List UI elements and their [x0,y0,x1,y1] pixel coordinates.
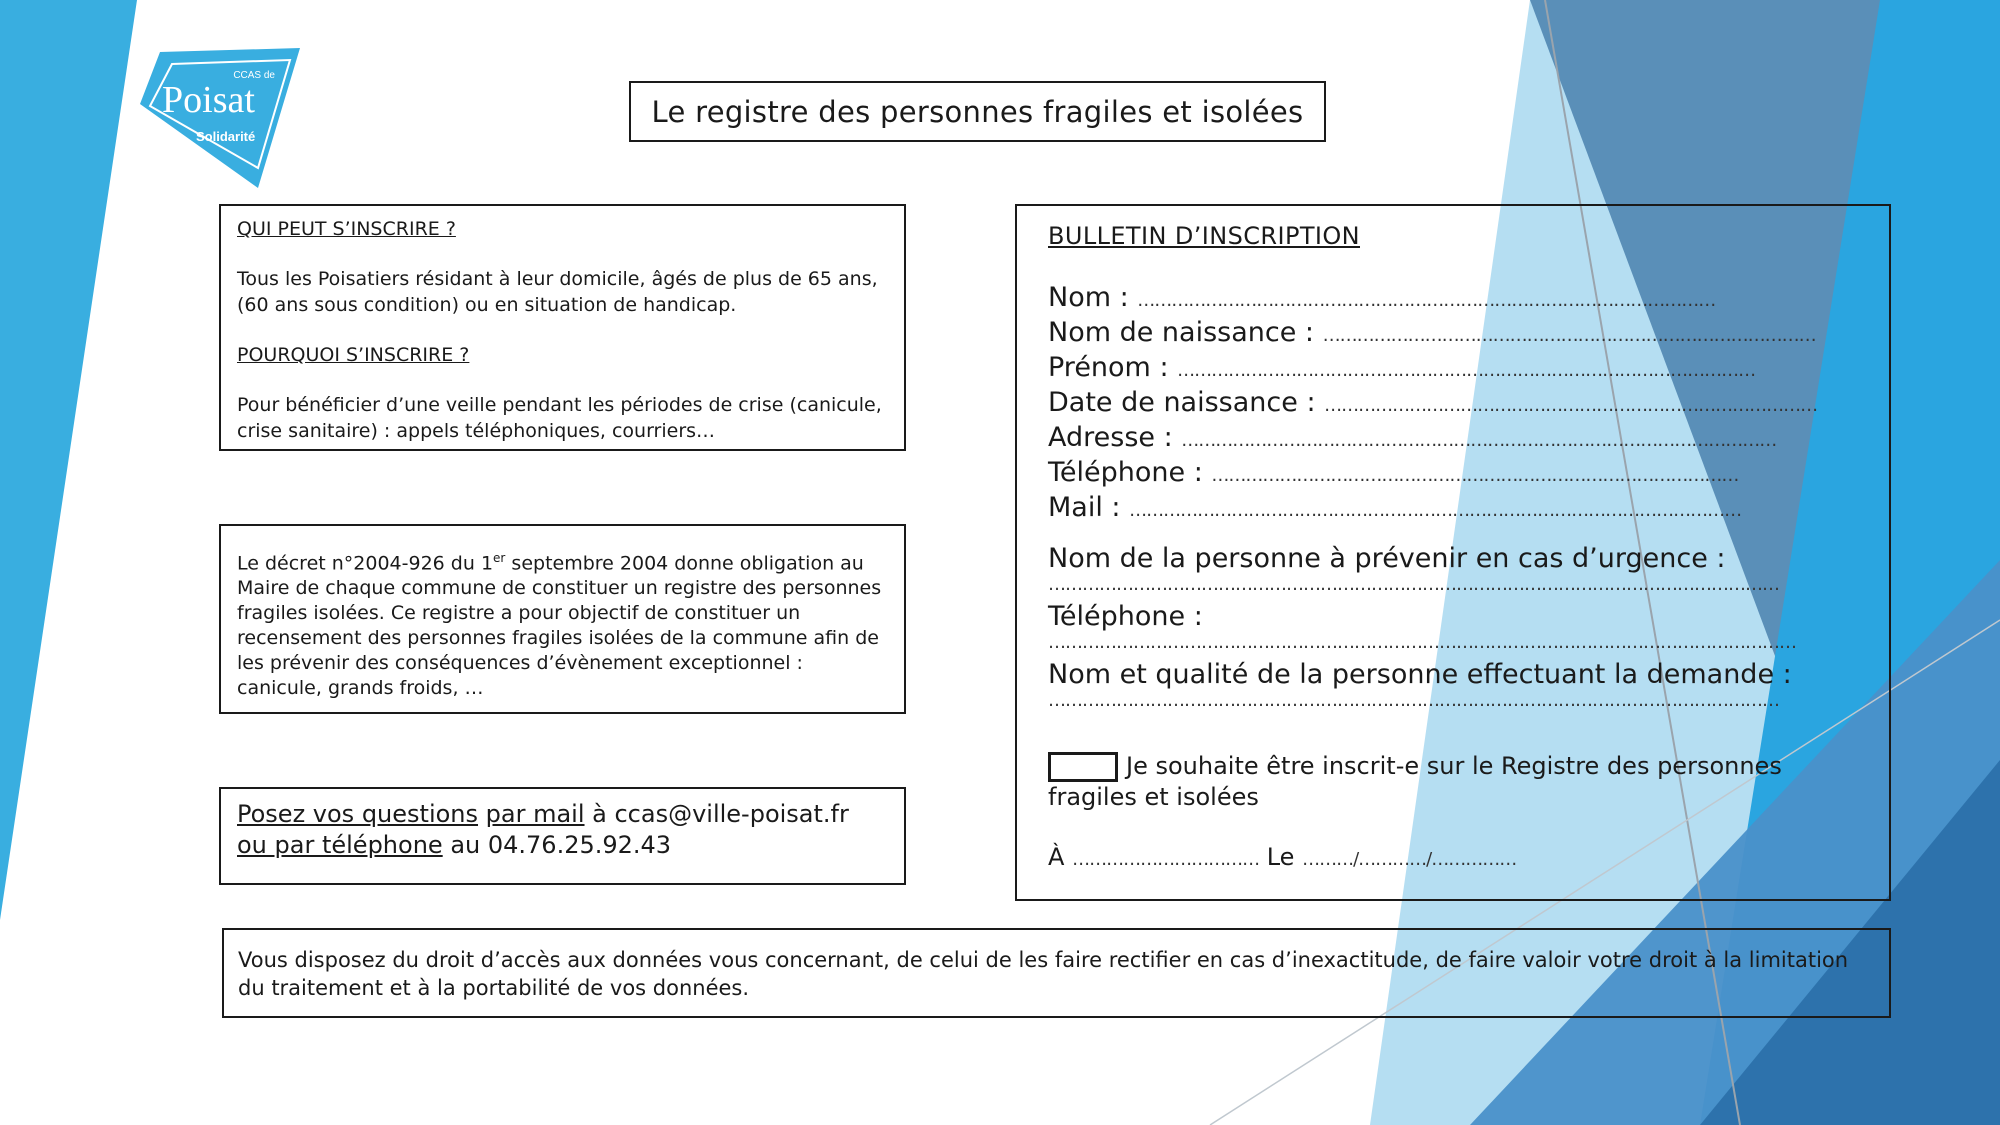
field-label: Nom : [1048,282,1138,313]
decree-box [219,524,906,714]
questions-link[interactable]: Posez vos questions [237,800,479,828]
field-label: Nom de naissance : [1048,317,1323,348]
who-heading: QUI PEUT S’INSCRIRE ? [237,218,456,240]
field-dots: ………………………………………………………………………………………… [1177,360,1756,381]
svg-text:CCAS de: CCAS de [233,70,275,81]
field-nom-naissance[interactable] [1048,317,1858,352]
decree-text-start: Le décret n°2004-926 du 1 [237,552,494,575]
field-adresse[interactable] [1048,422,1858,457]
field-telephone[interactable] [1048,457,1858,492]
place-field[interactable]: …………………………… [1072,849,1260,870]
field-dots: ……………………………………………………………………………………………… [1129,500,1742,521]
field-label: Téléphone : [1048,457,1212,488]
field-prenom[interactable] [1048,352,1858,387]
field-nom[interactable] [1048,282,1858,317]
consent-text: Je souhaite être inscrit-e sur le Registre des personnes fragiles et isolées [1048,752,1782,811]
field-dots: …………………………………………………………………………… [1322,325,1816,346]
field-label: Prénom : [1048,352,1178,383]
registration-form [1015,204,1891,901]
left-blue-band [0,0,137,920]
date-field[interactable]: ………/…………/…………… [1302,849,1517,870]
why-heading: POURQUOI S’INSCRIRE ? [237,344,470,366]
field-label: Adresse : [1048,422,1182,453]
requester-field[interactable]: ………………………………………………………………………………………………………………… [1048,691,1779,711]
why-text: Pour bénéficier d’une veille pendant les périodes de crise (canicule, crise sanitaire) : appels téléphoniques, courriers… [237,394,882,442]
form-title: BULLETIN D’INSCRIPTION [1048,222,1360,250]
signature-row [1048,841,1858,876]
field-dots: ………………………………………………………………………………… [1211,465,1739,486]
field-dots: …………………………………………………………………………………………… [1181,430,1777,451]
privacy-notice: Vous disposez du droit d’accès aux données vous concernant, de celui de les faire rectifier en cas d’inexactitude, de faire valoir votre droit à la limitation du traitement et à la portabilité de vos données. [222,928,1891,1018]
mail-link[interactable]: par mail [485,800,585,828]
emergency-phone-label: Téléphone : [1048,601,1203,632]
emergency-contact-field[interactable]: ………………………………………………………………………………………………………………… [1048,575,1779,595]
decree-text-end: septembre 2004 donne obligation au Maire de chaque commune de constituer un registre des personnes fragiles isolées. Ce registre a pour objectif de constituer un recensement des personnes fragiles isolées de la commune afin de les prévenir des conséquences d’évènement exceptionnel : canicule, grands froids, … [237,552,882,700]
field-mail[interactable] [1048,492,1858,527]
svg-text:Solidarité: Solidarité [196,129,256,144]
page-title: Le registre des personnes fragiles et isolées [629,81,1326,142]
info-box [219,204,906,451]
consent-row [1048,751,1858,813]
field-dots: ………………………………………………………………………………………… [1137,290,1716,311]
field-label: Mail : [1048,492,1130,523]
svg-text:Poisat: Poisat [162,79,255,121]
who-text: Tous les Poisatiers résidant à leur domicile, âgés de plus de 65 ans, (60 ans sous condition) ou en situation de handicap. [237,268,878,316]
phone-link[interactable]: ou par téléphone [237,831,443,859]
date-label: Le [1266,843,1295,871]
ccas-poisat-logo [140,44,310,194]
emergency-phone-field[interactable]: …………………………………………………………………………………………………………………… [1048,633,1796,653]
field-date-naissance[interactable] [1048,387,1858,422]
place-label: À [1048,843,1065,871]
decree-superscript: er [493,551,506,565]
phone-number: au 04.76.25.92.43 [442,831,672,859]
field-label: Date de naissance : [1048,387,1325,418]
consent-checkbox[interactable] [1048,752,1118,782]
field-dots: …………………………………………………………………………… [1324,395,1818,416]
emergency-contact-label: Nom de la personne à prévenir en cas d’urgence : [1048,543,1726,574]
contact-box [219,787,906,885]
requester-label: Nom et qualité de la personne effectuant la demande : [1048,659,1792,690]
mail-address: à ccas@ville-poisat.fr [584,800,849,828]
